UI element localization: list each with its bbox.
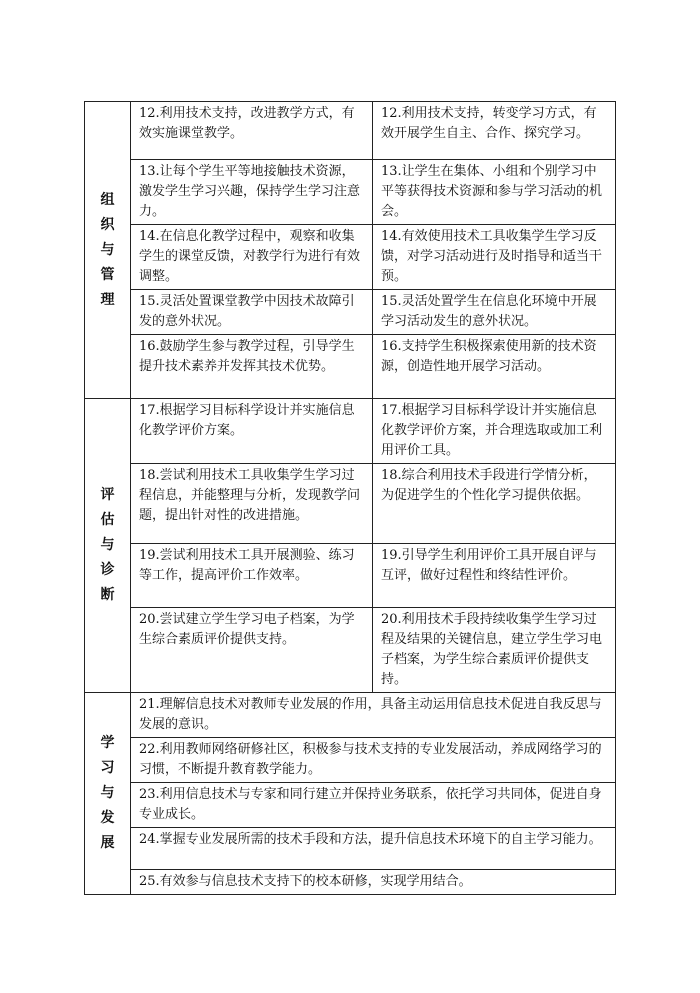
category-cell (85, 693, 131, 895)
table-cell: 16.支持学生积极探索使用新的技术资源，创造性地开展学习活动。 (373, 335, 616, 399)
table-cell: 15.灵活处置学生在信息化环境中开展学习活动发生的意外状况。 (373, 290, 616, 335)
table-cell: 18.尝试利用技术工具收集学生学习过程信息，并能整理与分析，发现教学问题，提出针对性的改进措施。 (131, 464, 373, 544)
table-row (85, 464, 616, 544)
table-cell: 25.有效参与信息技术支持下的校本研修，实现学用结合。 (131, 870, 616, 895)
table-row (85, 828, 616, 870)
table-cell: 21.理解信息技术对教师专业发展的作用，具备主动运用信息技术促进自我反思与发展的意识。 (131, 693, 616, 738)
table-cell: 18.综合利用技术手段进行学情分析，为促进学生的个性化学习提供依据。 (373, 464, 616, 544)
table-cell: 23.利用信息技术与专家和同行建立并保持业务联系，依托学习共同体，促进自身专业成长。 (131, 783, 616, 828)
table-cell: 12.利用技术支持，转变学习方式，有效开展学生自主、合作、探究学习。 (373, 102, 616, 160)
table-row (85, 693, 616, 738)
table-cell: 17.根据学习目标科学设计并实施信息化教学评价方案。 (131, 399, 373, 464)
table-cell: 14.在信息化教学过程中，观察和收集学生的课堂反馈，对教学行为进行有效调整。 (131, 225, 373, 290)
table-row (85, 290, 616, 335)
table-cell: 13.让每个学生平等地接触技术资源，激发学生学习兴趣，保持学生学习注意力。 (131, 160, 373, 225)
table-row (85, 399, 616, 464)
table-cell: 17.根据学习目标科学设计并实施信息化教学评价方案，并合理选取或加工利用评价工具。 (373, 399, 616, 464)
table-cell: 12.利用技术支持，改进教学方式，有效实施课堂教学。 (131, 102, 373, 160)
category-label: 评估与诊断 (100, 487, 115, 603)
category-label: 学习与发展 (100, 735, 115, 851)
table-row (85, 102, 616, 160)
category-cell (85, 399, 131, 693)
table-cell: 22.利用教师网络研修社区，积极参与技术支持的专业发展活动，养成网络学习的习惯，不断提升教育教学能力。 (131, 738, 616, 783)
table-cell: 16.鼓励学生参与教学过程，引导学生提升技术素养并发挥其技术优势。 (131, 335, 373, 399)
table-row (85, 160, 616, 225)
table-row (85, 335, 616, 399)
category-cell (85, 102, 131, 399)
table-row (85, 544, 616, 608)
table-cell: 13.让学生在集体、小组和个别学习中平等获得技术资源和参与学习活动的机会。 (373, 160, 616, 225)
table-row (85, 783, 616, 828)
table-row (85, 225, 616, 290)
table-cell: 19.引导学生利用评价工具开展自评与互评，做好过程性和终结性评价。 (373, 544, 616, 608)
category-label: 组织与管理 (100, 191, 115, 308)
table-row (85, 870, 616, 895)
table-cell: 20.尝试建立学生学习电子档案，为学生综合素质评价提供支持。 (131, 608, 373, 693)
table-cell: 15.灵活处置课堂教学中因技术故障引发的意外状况。 (131, 290, 373, 335)
standards-table (84, 101, 616, 895)
table-cell: 20.利用技术手段持续收集学生学习过程及结果的关键信息，建立学生学习电子档案，为学生综合素质评价提供支持。 (373, 608, 616, 693)
table-cell: 19.尝试利用技术工具开展测验、练习等工作，提高评价工作效率。 (131, 544, 373, 608)
table-row (85, 738, 616, 783)
table-row (85, 608, 616, 693)
table-cell: 24.掌握专业发展所需的技术手段和方法，提升信息技术环境下的自主学习能力。 (131, 828, 616, 870)
table-cell: 14.有效使用技术工具收集学生学习反馈，对学习活动进行及时指导和适当干预。 (373, 225, 616, 290)
